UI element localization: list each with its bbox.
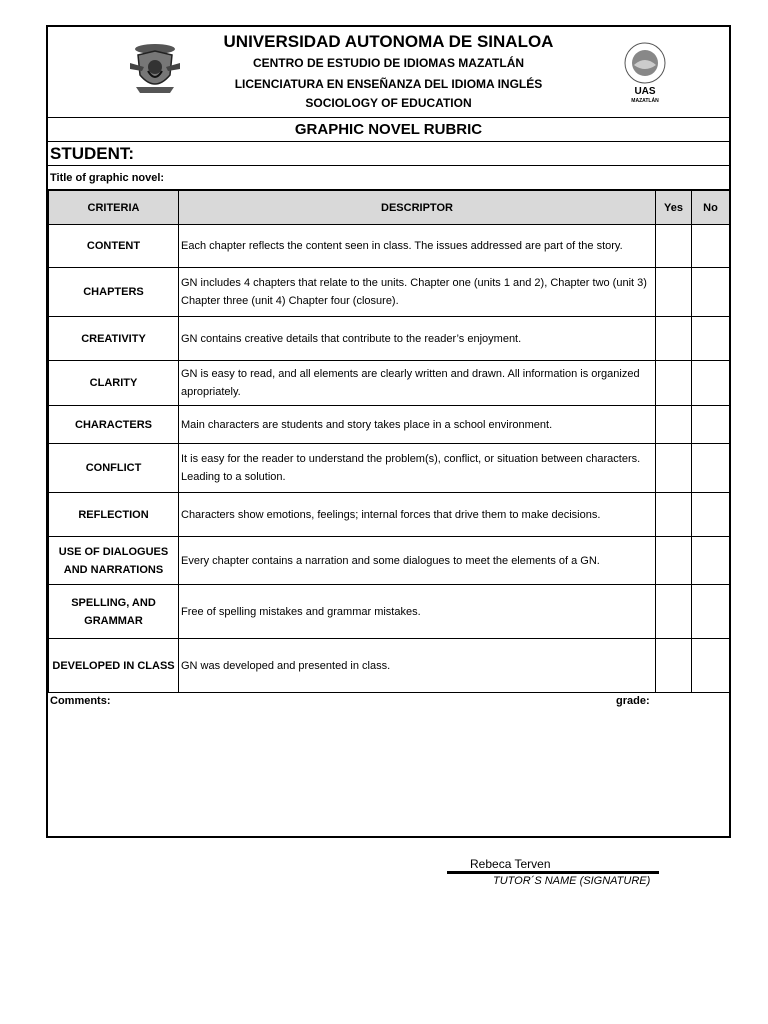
no-header: No <box>692 191 730 225</box>
criteria-cell: CONFLICT <box>49 444 179 493</box>
no-check-cell[interactable] <box>692 639 730 693</box>
yes-check-cell[interactable] <box>656 537 692 585</box>
criteria-cell: USE OF DIALOGUES AND NARRATIONS <box>49 537 179 585</box>
criteria-cell: CLARITY <box>49 361 179 406</box>
no-check-cell[interactable] <box>692 585 730 639</box>
no-check-cell[interactable] <box>692 225 730 268</box>
descriptor-cell: Free of spelling mistakes and grammar mistakes. <box>179 585 656 639</box>
yes-check-cell[interactable] <box>656 585 692 639</box>
yes-check-cell[interactable] <box>656 268 692 317</box>
comments-area[interactable] <box>48 693 729 836</box>
logo-city-text: MAZATLÁN <box>631 98 659 104</box>
descriptor-cell: GN contains creative details that contribute to the reader’s enjoyment. <box>179 317 656 361</box>
no-check-cell[interactable] <box>692 537 730 585</box>
program-name: LICENCIATURA EN ENSEÑANZA DEL IDIOMA INGLÉS <box>234 77 543 91</box>
table-row <box>49 493 730 537</box>
criteria-cell: DEVELOPED IN CLASS <box>49 639 179 693</box>
table-row <box>49 317 730 361</box>
logo-uas-text: UAS <box>634 86 656 97</box>
signature-caption: TUTOR´S NAME (SIGNATURE) <box>493 875 651 887</box>
yes-header: Yes <box>656 191 692 225</box>
student-label: STUDENT: <box>48 142 729 166</box>
table-row <box>49 268 730 317</box>
criteria-cell: CHAPTERS <box>49 268 179 317</box>
no-check-cell[interactable] <box>692 406 730 444</box>
table-row <box>49 585 730 639</box>
yes-check-cell[interactable] <box>656 225 692 268</box>
rubric-table <box>48 190 730 693</box>
descriptor-cell: GN includes 4 chapters that relate to the units. Chapter one (units 1 and 2), Chapter two (unit 3) Chapter three (unit 4) Chapter four (closure). <box>179 268 656 317</box>
uas-language-center-logo <box>616 39 674 105</box>
table-row <box>49 639 730 693</box>
criteria-cell: SPELLING, AND GRAMMAR <box>49 585 179 639</box>
criteria-cell: REFLECTION <box>49 493 179 537</box>
no-check-cell[interactable] <box>692 361 730 406</box>
yes-check-cell[interactable] <box>656 493 692 537</box>
descriptor-cell: GN is easy to read, and all elements are clearly written and drawn. All information is organized apropriately. <box>179 361 656 406</box>
descriptor-cell: GN was developed and presented in class. <box>179 639 656 693</box>
yes-check-cell[interactable] <box>656 639 692 693</box>
document-header <box>48 27 729 118</box>
table-row <box>49 225 730 268</box>
criteria-cell: CREATIVITY <box>49 317 179 361</box>
grade-label: grade: <box>616 695 650 707</box>
criteria-cell: CHARACTERS <box>49 406 179 444</box>
comments-label: Comments: <box>50 695 111 707</box>
yes-check-cell[interactable] <box>656 317 692 361</box>
descriptor-cell: Each chapter reflects the content seen in class. The issues addressed are part of the story. <box>179 225 656 268</box>
course-name: SOCIOLOGY OF EDUCATION <box>305 96 472 110</box>
table-row <box>49 444 730 493</box>
signature-line <box>447 871 659 874</box>
no-check-cell[interactable] <box>692 268 730 317</box>
descriptor-cell: It is easy for the reader to understand the problem(s), conflict, or situation between characters. Leading to a solution. <box>179 444 656 493</box>
descriptor-cell: Main characters are students and story takes place in a school environment. <box>179 406 656 444</box>
table-row <box>49 537 730 585</box>
table-row <box>49 406 730 444</box>
table-row <box>49 361 730 406</box>
center-name: CENTRO DE ESTUDIO DE IDIOMAS MAZATLÁN <box>252 56 525 70</box>
no-check-cell[interactable] <box>692 493 730 537</box>
tutor-name: Rebeca Terven <box>470 857 551 871</box>
descriptor-cell: Every chapter contains a narration and some dialogues to meet the elements of a GN. <box>179 537 656 585</box>
no-check-cell[interactable] <box>692 444 730 493</box>
yes-check-cell[interactable] <box>656 444 692 493</box>
descriptor-header: DESCRIPTOR <box>179 191 656 225</box>
university-name: UNIVERSIDAD AUTONOMA DE SINALOA <box>223 32 554 51</box>
rubric-frame <box>46 25 731 838</box>
yes-check-cell[interactable] <box>656 406 692 444</box>
no-check-cell[interactable] <box>692 317 730 361</box>
criteria-cell: CONTENT <box>49 225 179 268</box>
novel-title-label: Title of graphic novel: <box>48 167 729 190</box>
yes-check-cell[interactable] <box>656 361 692 406</box>
rubric-title: GRAPHIC NOVEL RUBRIC <box>48 118 729 142</box>
descriptor-cell: Characters show emotions, feelings; internal forces that drive them to make decisions. <box>179 493 656 537</box>
criteria-header: CRITERIA <box>49 191 179 225</box>
table-header-row <box>49 191 730 225</box>
